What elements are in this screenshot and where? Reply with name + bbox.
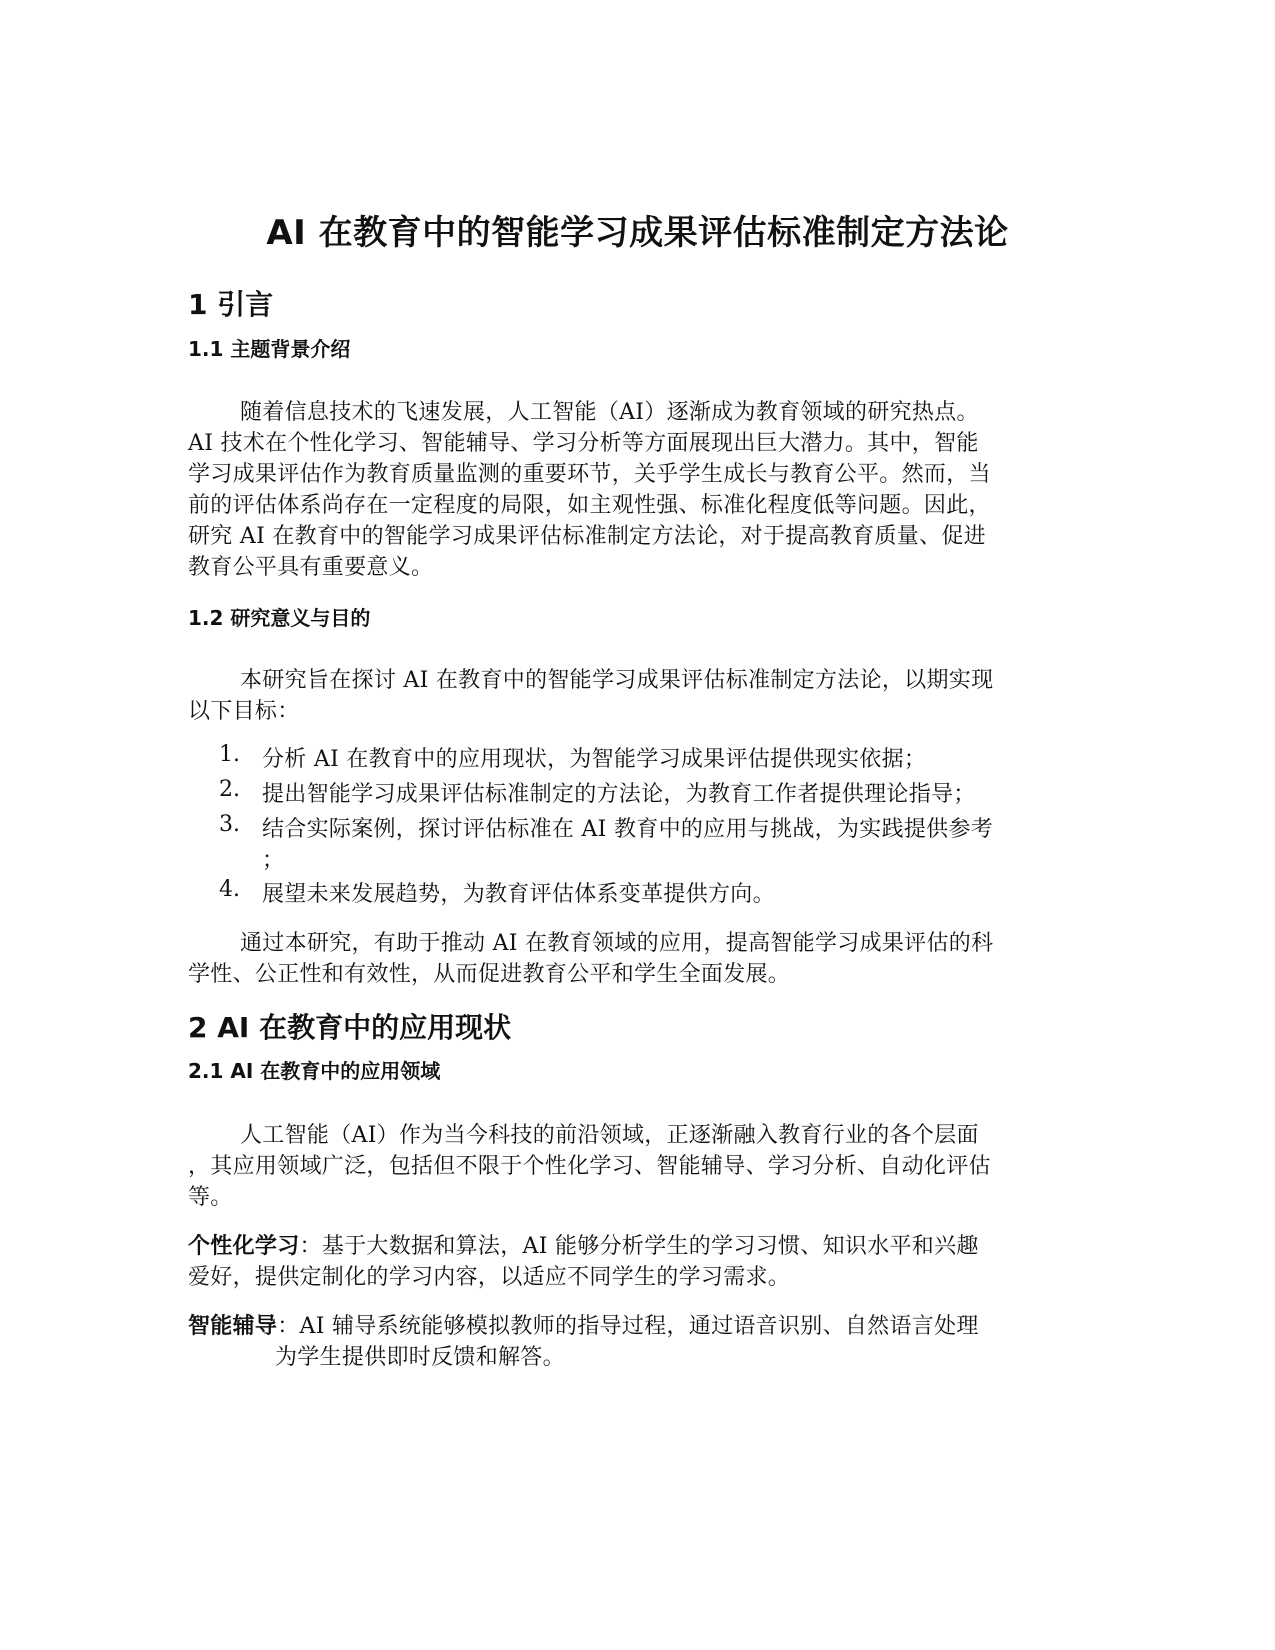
- paragraph-line: 人工智能（AI）作为当今科技的前沿领域，正逐渐融入教育行业的各个层面: [240, 1123, 979, 1148]
- list-item-continuation: ；: [262, 848, 285, 873]
- document-title: AI 在教育中的智能学习成果评估标准制定方法论: [266, 213, 1009, 253]
- paragraph-line: 等。: [188, 1185, 233, 1210]
- term-description: ：基于大数据和算法，AI 能够分析学生的学习习惯、知识水平和兴趣: [299, 1234, 979, 1259]
- term-label: 个性化学习: [188, 1234, 300, 1259]
- paragraph-line: 以下目标：: [188, 699, 300, 724]
- paragraph-line: 前的评估体系尚存在一定程度的局限，如主观性强、标准化程度低等问题。因此，: [188, 493, 991, 518]
- paragraph-line: 爱好，提供定制化的学习内容，以适应不同学生的学习需求。: [188, 1265, 791, 1290]
- list-item-number: 2.: [219, 777, 240, 802]
- paragraph-line: [188, 1229, 979, 1260]
- paragraph-line: 为学生提供即时反馈和解答。: [275, 1345, 565, 1370]
- paragraph-line: 学习成果评估作为教育质量监测的重要环节，关乎学生成长与教育公平。然而，当: [188, 462, 991, 487]
- paragraph-line: 通过本研究，有助于推动 AI 在教育领域的应用，提高智能学习成果评估的科: [240, 931, 994, 956]
- paragraph-line: 教育公平具有重要意义。: [188, 555, 434, 580]
- section-1-2-heading: 1.2 研究意义与目的: [188, 606, 371, 630]
- list-item: 提出智能学习成果评估标准制定的方法论，为教育工作者提供理论指导；: [262, 782, 976, 807]
- section-2-1-heading: 2.1 AI 在教育中的应用领域: [188, 1059, 441, 1083]
- paragraph-line: 学性、公正性和有效性，从而促进教育公平和学生全面发展。: [188, 962, 791, 987]
- list-item-number: 4.: [219, 877, 240, 902]
- section-1-heading: 1 引言: [188, 288, 274, 321]
- paragraph-line: AI 技术在个性化学习、智能辅导、学习分析等方面展现出巨大潜力。其中，智能: [188, 431, 979, 456]
- paragraph-line: 随着信息技术的飞速发展，人工智能（AI）逐渐成为教育领域的研究热点。: [240, 400, 979, 425]
- list-item: 结合实际案例，探讨评估标准在 AI 教育中的应用与挑战，为实践提供参考: [262, 817, 994, 842]
- paragraph-line: [188, 1309, 979, 1340]
- list-item-number: 1.: [219, 742, 240, 767]
- section-2-heading: 2 AI 在教育中的应用现状: [188, 1011, 512, 1044]
- list-item: 展望未来发展趋势，为教育评估体系变革提供方向。: [262, 882, 775, 907]
- term-label: 智能辅导: [188, 1314, 278, 1339]
- paragraph-line: 研究 AI 在教育中的智能学习成果评估标准制定方法论，对于提高教育质量、促进: [188, 524, 986, 549]
- paragraph-line: 本研究旨在探讨 AI 在教育中的智能学习成果评估标准制定方法论，以期实现: [240, 668, 994, 693]
- paragraph-line: ，其应用领域广泛，包括但不限于个性化学习、智能辅导、学习分析、自动化评估: [188, 1154, 991, 1179]
- list-item-number: 3.: [219, 812, 240, 837]
- list-item: 分析 AI 在教育中的应用现状，为智能学习成果评估提供现实依据；: [262, 747, 927, 772]
- section-1-1-heading: 1.1 主题背景介绍: [188, 337, 351, 361]
- term-description: ：AI 辅导系统能够模拟教师的指导过程，通过语音识别、自然语言处理: [277, 1314, 979, 1339]
